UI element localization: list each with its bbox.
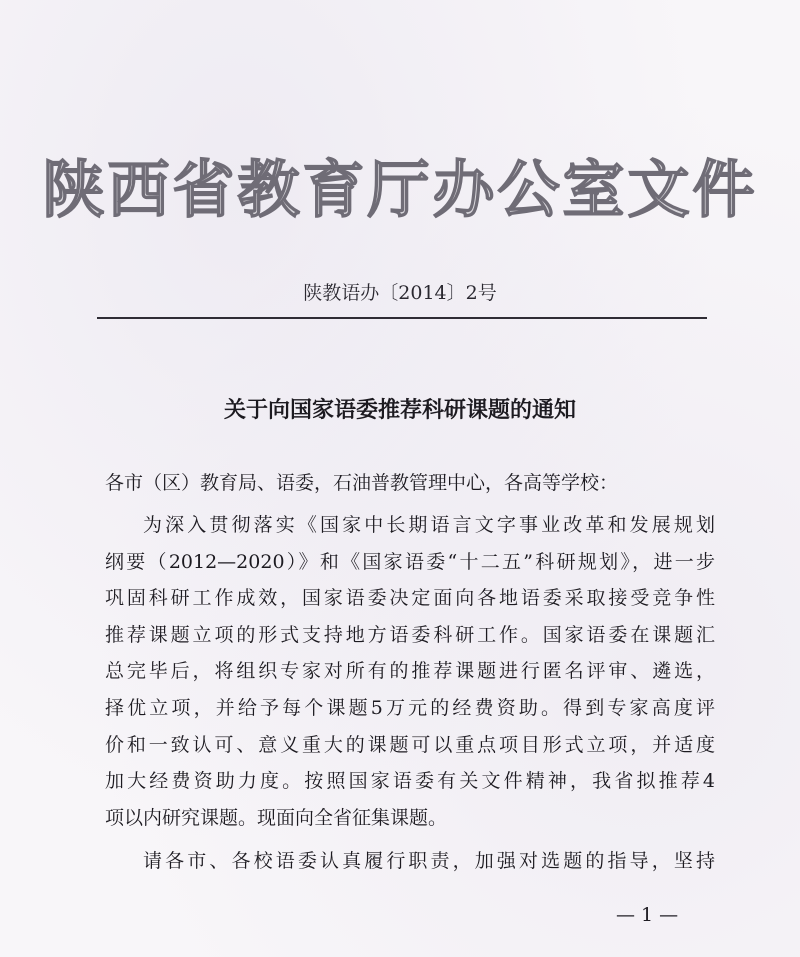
paragraph-line: 总完毕后，将组织专家对所有的推荐课题进行匿名评审、遴选， — [105, 660, 715, 683]
show-through-text-top — [110, 0, 710, 150]
paragraph-line: 巩固科研工作成效，国家语委决定面向各地语委采取接受竞争性 — [105, 587, 715, 610]
paragraph-line: 项以内研究课题。现面向全省征集课题。 — [105, 806, 448, 829]
paragraph-line: 纲要（2012—2020）》和《国家语委“十二五”科研规划》，进一步 — [105, 550, 715, 573]
paragraph-line: 价和一致认可、意义重大的课题可以重点项目形式立项，并适度 — [105, 733, 715, 756]
paragraph-line: 推荐课题立项的形式支持地方语委科研工作。国家语委在课题汇 — [105, 623, 715, 646]
salutation: 各市（区）教育局、语委，石油普教管理中心，各高等学校： — [105, 472, 619, 494]
paragraph-line: 请各市、各校语委认真履行职责，加强对选题的指导，坚持 — [143, 850, 715, 872]
paragraph-line: 为深入贯彻落实《国家中长期语言文字事业改革和发展规划 — [143, 514, 715, 536]
paragraph-2 — [105, 843, 715, 880]
document-number: 陕教语办〔2014〕2号 — [303, 282, 497, 304]
masthead: 陕西省教育厅办公室文件 — [42, 153, 758, 226]
page-number: — 1 — — [616, 904, 679, 926]
paragraph-line: 加大经费资助力度。按照国家语委有关文件精神，我省拟推荐4 — [105, 770, 715, 793]
paragraph-1 — [105, 507, 715, 836]
paragraph-line: 择优立项，并给予每个课题5万元的经费资助。得到专家高度评 — [105, 696, 715, 719]
notice-title: 关于向国家语委推荐科研课题的通知 — [223, 398, 576, 423]
header-divider — [97, 317, 707, 319]
